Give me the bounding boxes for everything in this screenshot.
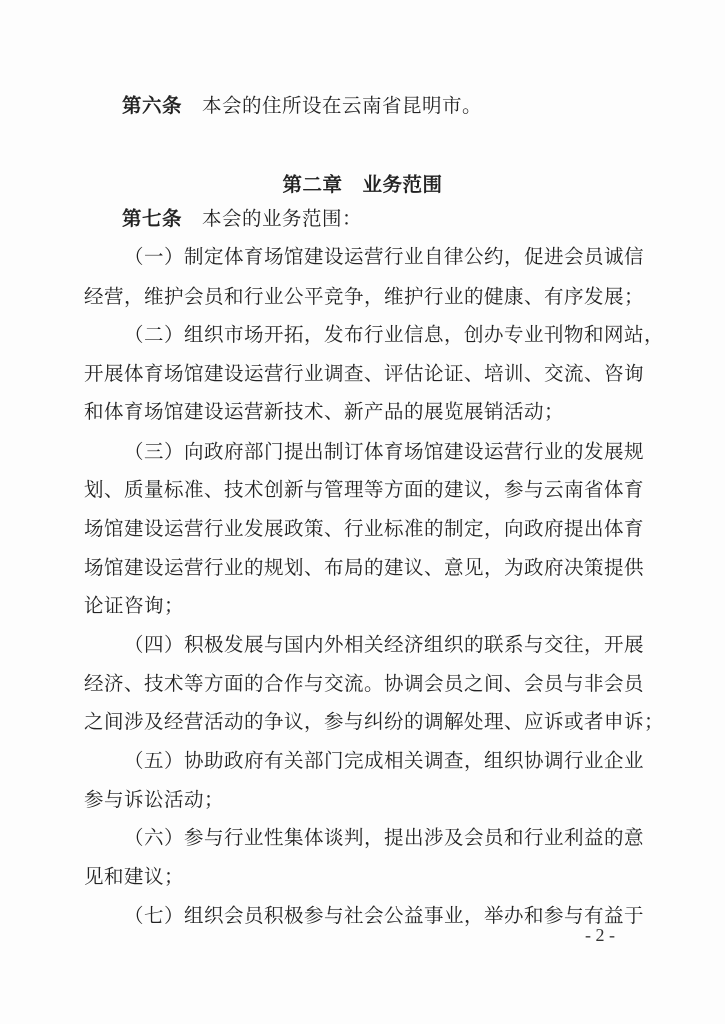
page-number: - 2 - — [585, 925, 615, 945]
article-6-text: 本会的住所设在云南省昆明市。 — [202, 94, 483, 117]
paragraph-line: 划、质量标准、技术创新与管理等方面的建议，参与云南省体育 — [84, 478, 645, 501]
article-7-text: 本会的业务范围： — [202, 207, 363, 230]
paragraph-line: 经济、技术等方面的合作与交流。协调会员之间、会员与非会员 — [84, 672, 645, 695]
paragraph-line: 和体育场馆建设运营新技术、新产品的展览展销活动； — [84, 400, 565, 423]
article-6 — [122, 94, 482, 118]
paragraph-line: 经营，维护会员和行业公平竞争，维护行业的健康、有序发展； — [84, 285, 645, 308]
chapter-title: 业务范围 — [362, 173, 443, 196]
paragraph-line: （五）协助政府有关部门完成相关调查，组织协调行业企业 — [124, 749, 645, 772]
paragraph-line: （四）积极发展与国内外相关经济组织的联系与交往，开展 — [124, 633, 645, 656]
article-7-label: 第七条 — [122, 207, 183, 230]
paragraph-line: （二）组织市场开拓，发布行业信息，创办专业刊物和网站， — [124, 323, 665, 346]
article-7 — [122, 207, 362, 231]
paragraph-line: 见和建议； — [84, 865, 185, 888]
paragraph-line: （三）向政府部门提出制订体育场馆建设运营行业的发展规 — [124, 440, 645, 463]
paragraph-line: 论证咨询； — [84, 594, 185, 617]
chapter-heading — [0, 173, 725, 197]
chapter-number: 第二章 — [282, 173, 343, 196]
paragraph-line: 开展体育场馆建设运营行业调查、评估论证、培训、交流、咨询 — [84, 362, 645, 385]
article-6-label: 第六条 — [122, 94, 183, 117]
paragraph-line: 之间涉及经营活动的争议，参与纠纷的调解处理、应诉或者申诉； — [84, 710, 665, 733]
paragraph-line: 场馆建设运营行业发展政策、行业标准的制定，向政府提出体育 — [84, 517, 645, 540]
paragraph-line: （一）制定体育场馆建设运营行业自律公约，促进会员诚信 — [124, 245, 645, 268]
paragraph-line: 场馆建设运营行业的规划、布局的建议、意见，为政府决策提供 — [84, 556, 645, 579]
paragraph-line: （七）组织会员积极参与社会公益事业，举办和参与有益于 — [124, 904, 645, 927]
paragraph-line: 参与诉讼活动； — [84, 788, 225, 811]
paragraph-line: （六）参与行业性集体谈判，提出涉及会员和行业利益的意 — [124, 826, 645, 849]
